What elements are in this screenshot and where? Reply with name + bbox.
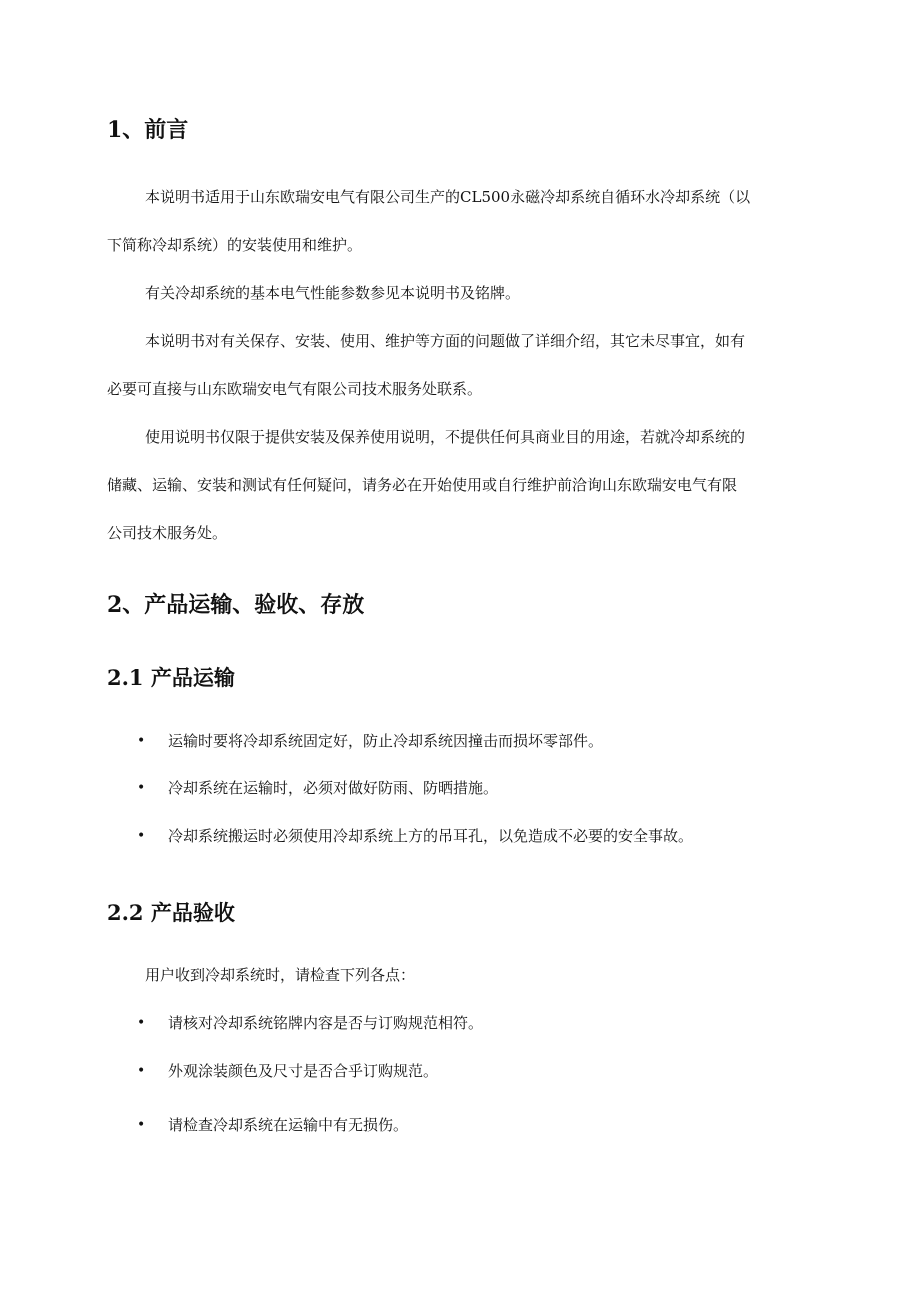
heading-product-acceptance: 2.2 产品验收 [107, 900, 235, 925]
bullet-icon: • [137, 1117, 146, 1133]
list-item: 外观涂装颜色及尺寸是否合乎订购规范。 [168, 1062, 439, 1080]
bullet-icon: • [137, 780, 146, 796]
list-item: 冷却系统在运输时，必须对做好防雨、防晒措施。 [168, 779, 499, 797]
list-item: 请检查冷却系统在运输中有无损伤。 [168, 1116, 409, 1134]
paragraph-line: 使用说明书仅限于提供安装及保养使用说明，不提供任何具商业目的用途，若就冷却系统的 [145, 428, 746, 446]
paragraph-line: 本说明书适用于山东欧瑞安电气有限公司生产的CL500永磁冷却系统自循环水冷却系统（以 [145, 188, 751, 206]
paragraph-line: 储藏、运输、安装和测试有任何疑问，请务必在开始使用或自行维护前洽询山东欧瑞安电气有限 [107, 476, 738, 494]
list-item: 运输时要将冷却系统固定好，防止冷却系统因撞击而损坏零部件。 [168, 732, 604, 750]
heading-product-transport: 2.1 产品运输 [107, 665, 235, 690]
paragraph-line: 本说明书对有关保存、安装、使用、维护等方面的问题做了详细介绍，其它未尽事宜，如有 [145, 332, 746, 350]
bullet-icon: • [137, 828, 146, 844]
paragraph-line: 必要可直接与山东欧瑞安电气有限公司技术服务处联系。 [107, 380, 483, 398]
paragraph-line: 用户收到冷却系统时，请检查下列各点： [145, 966, 416, 984]
list-item: 冷却系统搬运时必须使用冷却系统上方的吊耳孔，以免造成不必要的安全事故。 [168, 827, 694, 845]
paragraph-line: 公司技术服务处。 [107, 524, 228, 542]
heading-preface: 1、前言 [107, 117, 189, 143]
bullet-icon: • [137, 1015, 146, 1031]
bullet-icon: • [137, 733, 146, 749]
paragraph-line: 下简称冷却系统）的安装使用和维护。 [107, 236, 363, 254]
paragraph-line: 有关冷却系统的基本电气性能参数参见本说明书及铭牌。 [145, 284, 521, 302]
heading-transport-acceptance-storage: 2、产品运输、验收、存放 [107, 592, 365, 618]
list-item: 请核对冷却系统铭牌内容是否与订购规范相符。 [168, 1014, 484, 1032]
bullet-icon: • [137, 1063, 146, 1079]
